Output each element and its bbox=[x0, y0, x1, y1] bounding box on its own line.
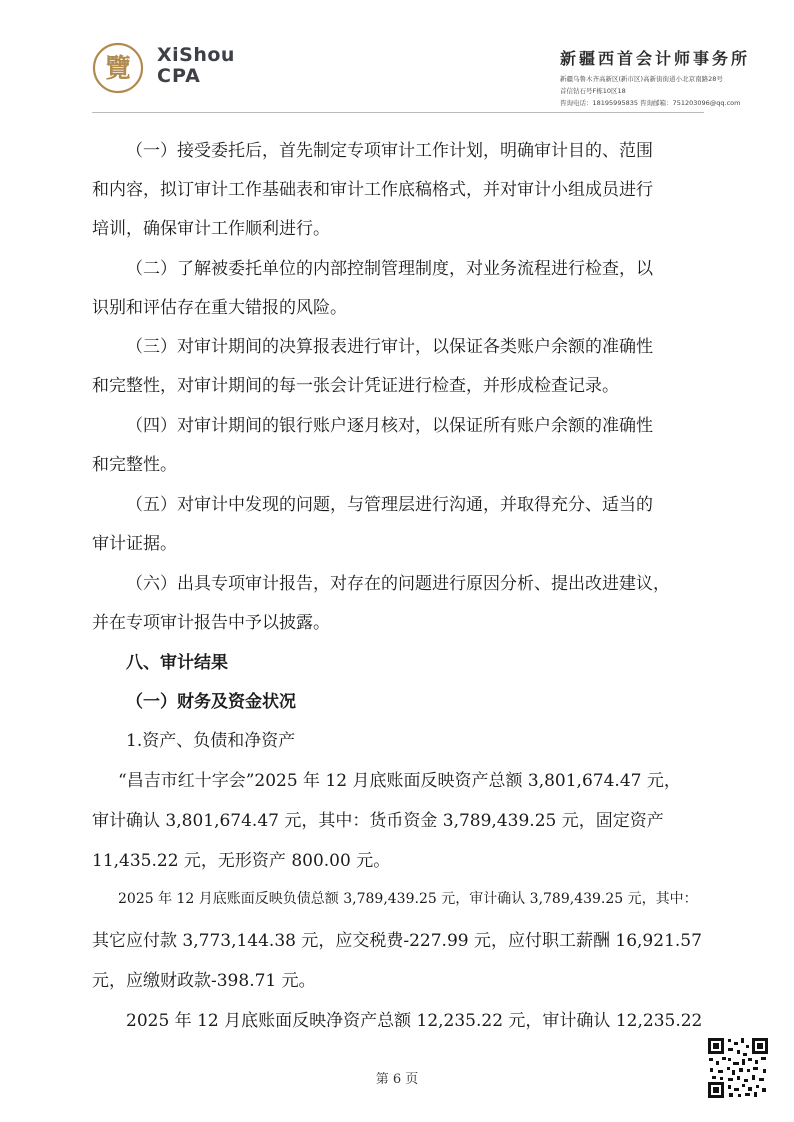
logo-text-xishou: XiShou bbox=[157, 44, 235, 66]
logo-text-cpa: CPA bbox=[157, 65, 201, 87]
assets-line-3: 11,435.22 元，无形资产 800.00 元。 bbox=[92, 851, 391, 871]
para-6-line-2: 并在专项审计报告中予以披露。 bbox=[92, 613, 330, 633]
subsection-heading-1: （一）财务及资金状况 bbox=[126, 692, 296, 712]
para-4-line-1: （四）对审计期间的银行账户逐月核对，以保证所有账户余额的准确性 bbox=[126, 416, 653, 436]
liabilities-line-1: 2025 年 12 月底账面反映负债总额 3,789,439.25 元，审计确认 3,789,439.25 元，其中： bbox=[118, 891, 698, 907]
para-1-line-2: 和内容，拟订审计工作基础表和审计工作底稿格式，并对审计小组成员进行 bbox=[92, 180, 653, 200]
para-4-line-2: 和完整性。 bbox=[92, 455, 177, 475]
assets-line-1: “昌吉市红十字会”2025 年 12 月底账面反映资产总额 3,801,674.47 元， bbox=[118, 771, 681, 791]
assets-line-2: 审计确认 3,801,674.47 元，其中：货币资金 3,789,439.25 元，固定资产 bbox=[92, 811, 664, 831]
firm-logo-emblem bbox=[92, 42, 144, 94]
para-1-line-3: 培训，确保审计工作顺利进行。 bbox=[92, 219, 330, 239]
header-divider bbox=[92, 112, 704, 113]
para-5-line-1: （五）对审计中发现的问题，与管理层进行沟通，并取得充分、适当的 bbox=[126, 495, 653, 515]
liabilities-line-3: 元，应缴财政款-398.71 元。 bbox=[92, 971, 316, 991]
para-1-line-1: （一）接受委托后，首先制定专项审计工作计划，明确审计目的、范围 bbox=[126, 141, 653, 161]
para-2-line-1: （二）了解被委托单位的内部控制管理制度，对业务流程进行检查，以 bbox=[126, 259, 653, 279]
para-3-line-2: 和完整性，对审计期间的每一张会计凭证进行检查，并形成检查记录。 bbox=[92, 376, 619, 396]
item-heading-1: 1.资产、负债和净资产 bbox=[126, 731, 296, 751]
para-2-line-2: 识别和评估存在重大错报的风险。 bbox=[92, 298, 347, 318]
firm-contact: 咨询电话：18195995835 咨询邮箱：751203096@qq.com bbox=[560, 99, 741, 107]
firm-address-line-2: 首信钻石号F栋10区18 bbox=[560, 87, 626, 95]
logo-wordmark bbox=[157, 45, 235, 87]
logo-glyph: 覽 bbox=[104, 54, 132, 84]
net-assets-line-1: 2025 年 12 月底账面反映净资产总额 12,235.22 元，审计确认 12,235.22 bbox=[126, 1011, 703, 1031]
qr-code-icon bbox=[706, 1036, 770, 1100]
para-6-line-1: （六）出具专项审计报告，对存在的问题进行原因分析、提出改进建议， bbox=[126, 574, 670, 594]
firm-address-line-1: 新疆乌鲁木齐高新区(新市区)高新街街道小北京南路28号 bbox=[560, 75, 723, 83]
letterhead bbox=[0, 0, 794, 110]
para-5-line-2: 审计证据。 bbox=[92, 534, 177, 554]
page-number: 第 6 页 bbox=[375, 1072, 419, 1087]
liabilities-line-2: 其它应付款 3,773,144.38 元，应交税费-227.99 元，应付职工薪酬 16,921.57 bbox=[92, 931, 702, 951]
firm-name: 新疆西首会计师事务所 bbox=[560, 49, 751, 68]
para-3-line-1: （三）对审计期间的决算报表进行审计，以保证各类账户余额的准确性 bbox=[126, 337, 653, 357]
section-heading-8: 八、审计结果 bbox=[126, 653, 228, 673]
